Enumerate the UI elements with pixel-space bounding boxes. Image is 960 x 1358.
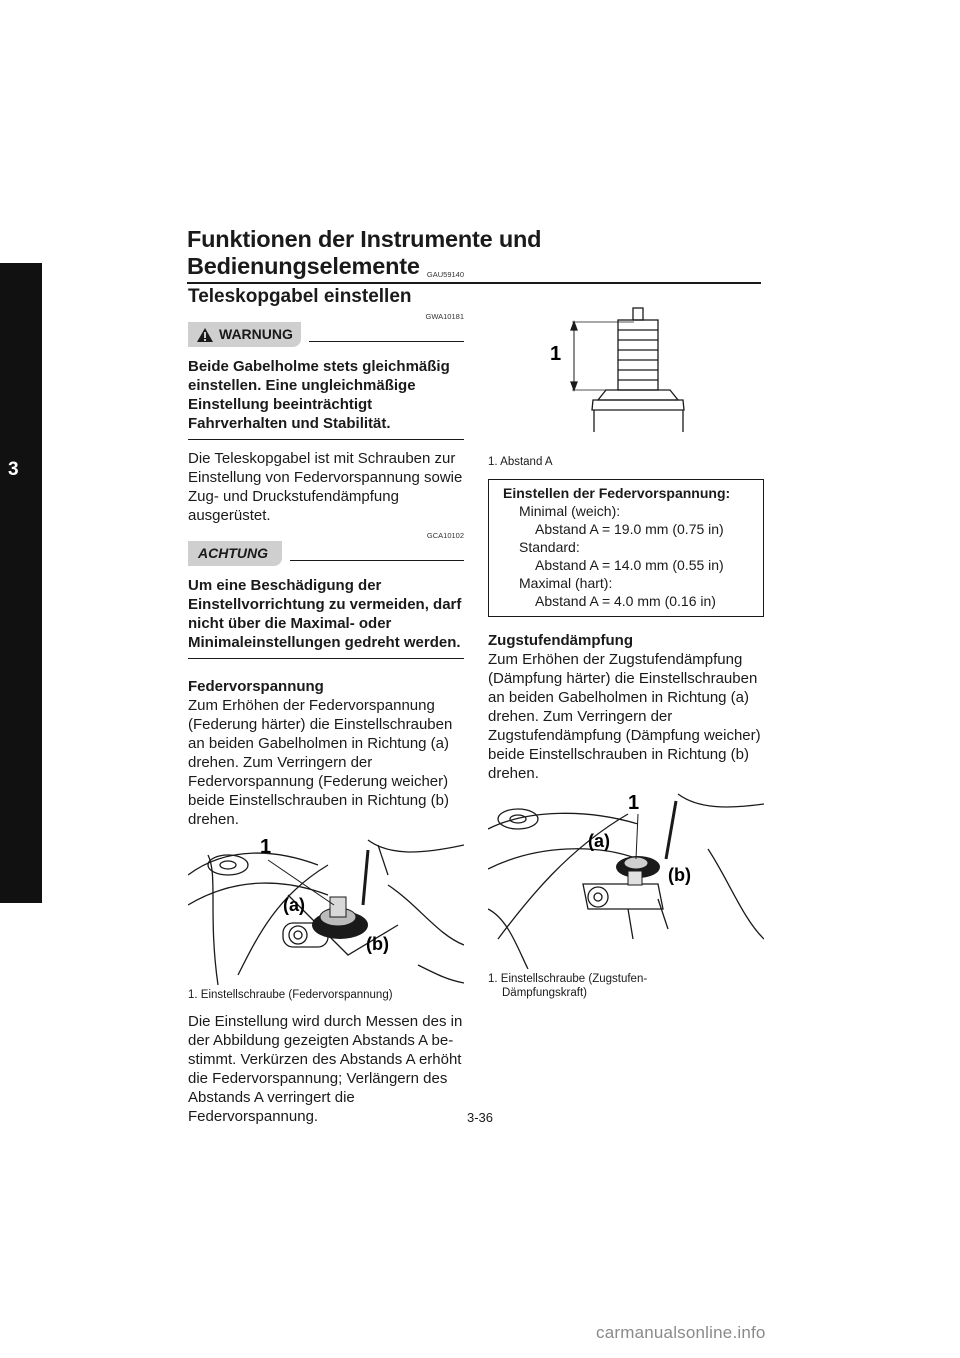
spec-std-label: Standard: (519, 539, 580, 555)
callout-label: 1 (260, 836, 272, 858)
figure-caption: 1. Einstellschraube (Zugstufen- (488, 973, 648, 985)
page-number: 3-36 (466, 1110, 494, 1125)
ref-code: GAU59140 (426, 270, 464, 279)
callout-label: 1 (550, 343, 562, 365)
subheading: Federvorspannung (188, 678, 324, 695)
spec-min-label: Minimal (weich): (519, 503, 621, 519)
body-text: Zum Erhöhen der Federvorspannung (Federung härter) die Einstellschrauben an beiden Gabelholmen in Richtung (a) drehen. Zum Verringern der Federvorspannung (Federung weicher) beide Einstellschrauben in Richtung (b) drehen. (188, 697, 453, 828)
spec-box (488, 479, 764, 617)
direction-b-label: (b) (366, 934, 389, 954)
divider (188, 658, 464, 659)
warning-text: Beide Gabelholme stets gleichmäßig einstellen. Eine ungleichmäßige Einstellung beeinträchtigt Fahrverhalten und Stabilität. (188, 358, 450, 432)
divider (290, 560, 464, 561)
direction-b-label: (b) (668, 865, 691, 885)
chapter-tab (0, 263, 42, 903)
subheading: Zugstufendämpfung (488, 632, 633, 649)
figure-caption-continued: Dämpfungskraft) (502, 987, 588, 999)
rebound-damping-figure (488, 789, 764, 969)
caution-banner (188, 541, 464, 566)
figure-caption: 1. Abstand A (488, 456, 553, 468)
warning-banner (188, 322, 464, 347)
distance-a-figure (488, 302, 764, 452)
watermark: carmanualsonline.info (596, 1323, 766, 1342)
left-column (188, 270, 464, 1126)
figure-caption: 1. Einstellschraube (Federvorspannung) (188, 989, 393, 1001)
spec-max-value: Abstand A = 4.0 mm (0.16 in) (535, 593, 716, 609)
callout-label: 1 (628, 792, 640, 814)
section-title: Teleskopgabel einstellen (188, 286, 412, 307)
ref-code: GWA10181 (425, 312, 464, 321)
spec-title: Einstellen der Federvorspannung: (503, 485, 731, 501)
spring-preload-figure (188, 835, 464, 985)
warning-triangle-icon (196, 327, 214, 343)
spec-max-label: Maximal (hart): (519, 575, 613, 591)
divider (188, 439, 464, 440)
spec-min-value: Abstand A = 19.0 mm (0.75 in) (535, 521, 724, 537)
page-header: Funktionen der Instrumente und Bedienungselemente (187, 226, 761, 284)
ref-code: GCA10102 (426, 531, 464, 540)
direction-a-label: (a) (588, 831, 610, 851)
caution-text: Um eine Beschädigung der Einstellvorrichtung zu vermeiden, darf nicht über die Maximal- oder Minimaleinstellungen gedreht werden. (188, 577, 462, 651)
warning-label: WARNUNG (219, 326, 293, 342)
warning-label-box (188, 322, 301, 347)
divider (309, 341, 464, 342)
body-text: Zum Erhöhen der Zugstufendämpfung (Dämpfung härter) die Einstellschrauben an beiden Gabelholmen in Richtung (a) drehen. Zum Verringern der Zugstufendämpfung (Dämpfung weicher) beide Einstellschrauben in Richtung (b) drehen. (488, 651, 761, 782)
spec-std-value: Abstand A = 14.0 mm (0.55 in) (535, 557, 724, 573)
right-column (488, 296, 764, 1000)
intro-text: Die Teleskopgabel ist mit Schrauben zur Einstellung von Federvorspannung sowie Zug- und Druckstufendämpfung ausgerüstet. (188, 450, 463, 524)
direction-a-label: (a) (283, 895, 305, 915)
chapter-number: 3 (8, 459, 19, 480)
measure-text: Die Einstellung wird durch Messen des in der Abbildung gezeigten Abstands A bestimmt. Verkürzen des Abstands A erhöht die Federvorspannung; Verlängern des Abstands A verringert die Federvorspannung. (188, 1013, 463, 1125)
caution-label: ACHTUNG (188, 541, 282, 566)
